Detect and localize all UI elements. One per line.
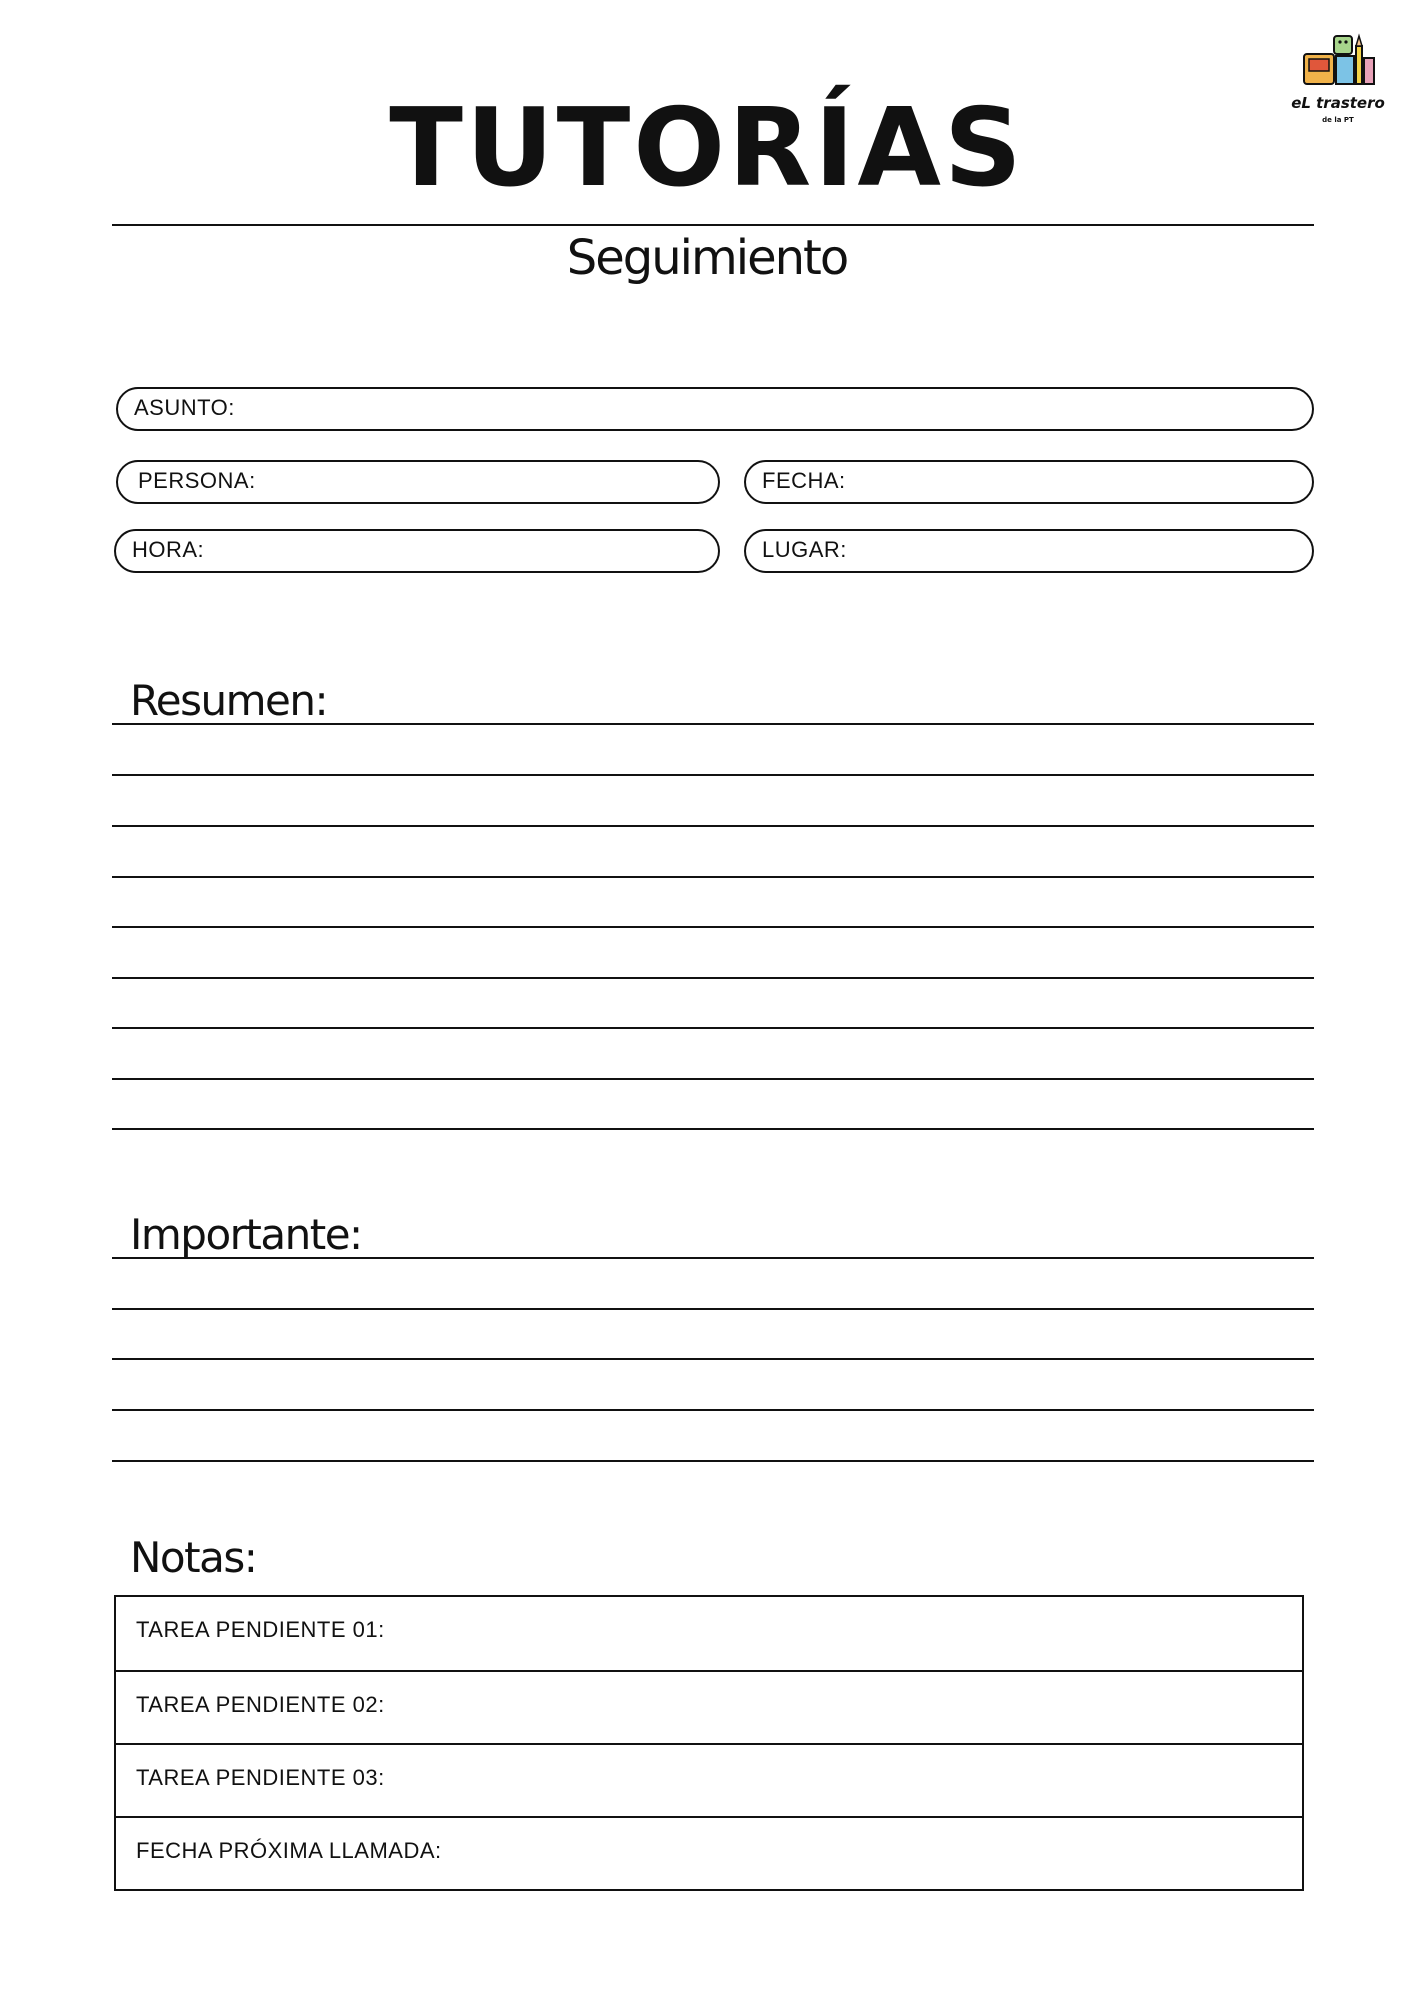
resumen-line[interactable] — [112, 774, 1314, 776]
notes-row-label: TAREA PENDIENTE 02: — [136, 1692, 385, 1717]
hora-label: HORA: — [132, 537, 205, 562]
importante-line[interactable] — [112, 1409, 1314, 1411]
importante-line[interactable] — [112, 1358, 1314, 1360]
importante-label: Importante: — [130, 1210, 362, 1259]
resumen-line[interactable] — [112, 977, 1314, 979]
hora-field[interactable] — [114, 529, 720, 573]
lugar-label: LUGAR: — [762, 537, 847, 562]
notes-row-label: FECHA PRÓXIMA LLAMADA: — [136, 1838, 442, 1863]
lugar-field[interactable] — [744, 529, 1314, 573]
fecha-field[interactable] — [744, 460, 1314, 504]
notes-row-label: TAREA PENDIENTE 03: — [136, 1765, 385, 1790]
tarea-pendiente-02-row[interactable] — [116, 1670, 1302, 1743]
resumen-line[interactable] — [112, 926, 1314, 928]
importante-line[interactable] — [112, 1308, 1314, 1310]
resumen-line[interactable] — [112, 1078, 1314, 1080]
asunto-field[interactable] — [116, 387, 1314, 431]
resumen-line[interactable] — [112, 1027, 1314, 1029]
resumen-line[interactable] — [112, 1128, 1314, 1130]
title-divider — [112, 224, 1314, 226]
fecha-proxima-llamada-row[interactable] — [116, 1816, 1302, 1889]
resumen-line[interactable] — [112, 876, 1314, 878]
logo-subtext: de la PT — [1322, 116, 1354, 124]
books-illustration-icon — [1298, 28, 1378, 92]
notas-table — [114, 1595, 1304, 1891]
notes-row-label: TAREA PENDIENTE 01: — [136, 1617, 385, 1642]
logo-text: eL trastero — [1291, 94, 1385, 112]
resumen-label: Resumen: — [130, 676, 328, 725]
fecha-label: FECHA: — [762, 468, 846, 493]
page-title: TUTORÍAS — [389, 86, 1025, 211]
page-subtitle: Seguimiento — [566, 230, 848, 286]
resumen-line[interactable] — [112, 825, 1314, 827]
tarea-pendiente-03-row[interactable] — [116, 1743, 1302, 1816]
importante-line[interactable] — [112, 1257, 1314, 1259]
notas-label: Notas: — [130, 1533, 257, 1582]
resumen-line[interactable] — [112, 723, 1314, 725]
persona-label: PERSONA: — [138, 468, 256, 493]
tarea-pendiente-01-row[interactable] — [116, 1597, 1302, 1670]
importante-line[interactable] — [112, 1460, 1314, 1462]
asunto-label: ASUNTO: — [134, 395, 235, 420]
persona-field[interactable] — [116, 460, 720, 504]
